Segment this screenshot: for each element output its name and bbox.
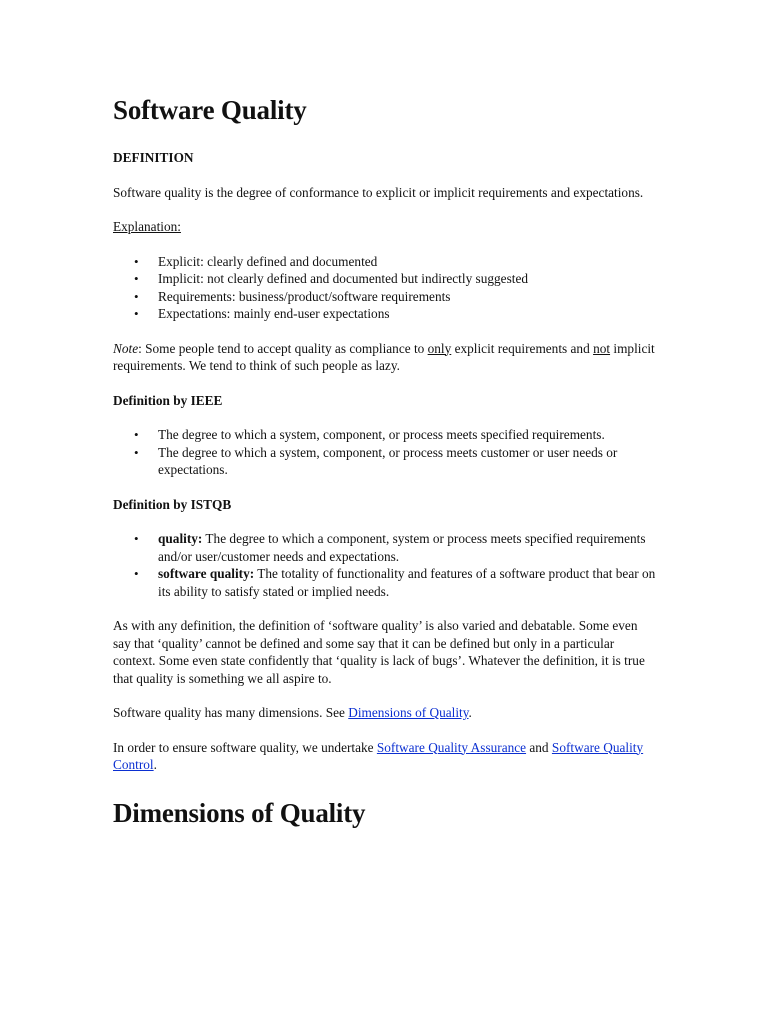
explanation-label-text: Explanation: [113, 219, 181, 234]
istqb-definition: The degree to which a component, system or process meets specified requirements and/or user/customer needs and expectations. [158, 531, 646, 564]
ieee-list [113, 426, 658, 479]
debate-paragraph: As with any definition, the definition of ‘software quality’ is also varied and debatable. Some even say that ‘quality’ cannot be defined and some say that it can be defined but only in a particular context. Some even state confidently that ‘quality is lack of bugs’. Whatever the definition, it is true that quality is something we all aspire to. [113, 618, 645, 686]
ensure-end: . [153, 757, 157, 772]
istqb-definition: The totality of functionality and features of a software product that bear on its ability to satisfy stated or implied needs. [158, 566, 656, 599]
page-title: Software Quality [113, 95, 307, 125]
istqb-list [113, 530, 658, 600]
list-item: • Requirements: business/product/software requirements [158, 288, 658, 306]
definition-heading: DEFINITION [113, 150, 194, 165]
list-item [158, 530, 658, 565]
document-content [113, 88, 658, 835]
istqb-heading: Definition by ISTQB [113, 496, 232, 512]
section-title: Dimensions of Quality [113, 797, 366, 828]
dimensions-paragraph [113, 704, 658, 722]
list-item: • Implicit: not clearly defined and documented but indirectly suggested [158, 270, 658, 288]
ensure-text: In order to ensure software quality, we undertake [113, 739, 377, 755]
note-only: only [427, 340, 452, 356]
software-quality-assurance-link[interactable]: Software Quality Assurance [376, 739, 527, 755]
software-quality-control-link[interactable]: Software Quality Control [113, 739, 644, 772]
list-item: • Explicit: clearly defined and documented [158, 253, 658, 271]
note-label: Note [113, 340, 139, 356]
explanation-list [113, 253, 658, 323]
note-text-a: : Some people tend to accept quality as compliance to [138, 340, 428, 356]
ieee-heading: Definition by IEEE [113, 392, 223, 408]
dimensions-of-quality-link[interactable]: Dimensions of Quality [348, 705, 469, 720]
dimensions-end: . [468, 705, 472, 720]
istqb-term: software quality: [158, 566, 255, 581]
note-not: not [593, 340, 611, 356]
ensure-middle: and [526, 739, 552, 755]
list-item: • The degree to which a system, component, or process meets specified requirements. [158, 426, 658, 444]
note-text-b: explicit requirements and [451, 340, 594, 356]
ensure-paragraph [113, 739, 658, 774]
list-item [158, 565, 658, 600]
list-item: • Expectations: mainly end-user expectations [158, 305, 658, 323]
explanation-label [113, 218, 658, 236]
note-text-c: implicit requirements. We tend to think of such people as lazy. [113, 340, 655, 373]
dimensions-text: Software quality has many dimensions. See [113, 705, 349, 720]
list-item: • The degree to which a system, component, or process meets customer or user needs or expectations. [158, 444, 658, 479]
definition-text: Software quality is the degree of conformance to explicit or implicit requirements and expectations. [113, 184, 644, 200]
istqb-term: quality: [158, 531, 203, 546]
note-paragraph [113, 340, 658, 375]
